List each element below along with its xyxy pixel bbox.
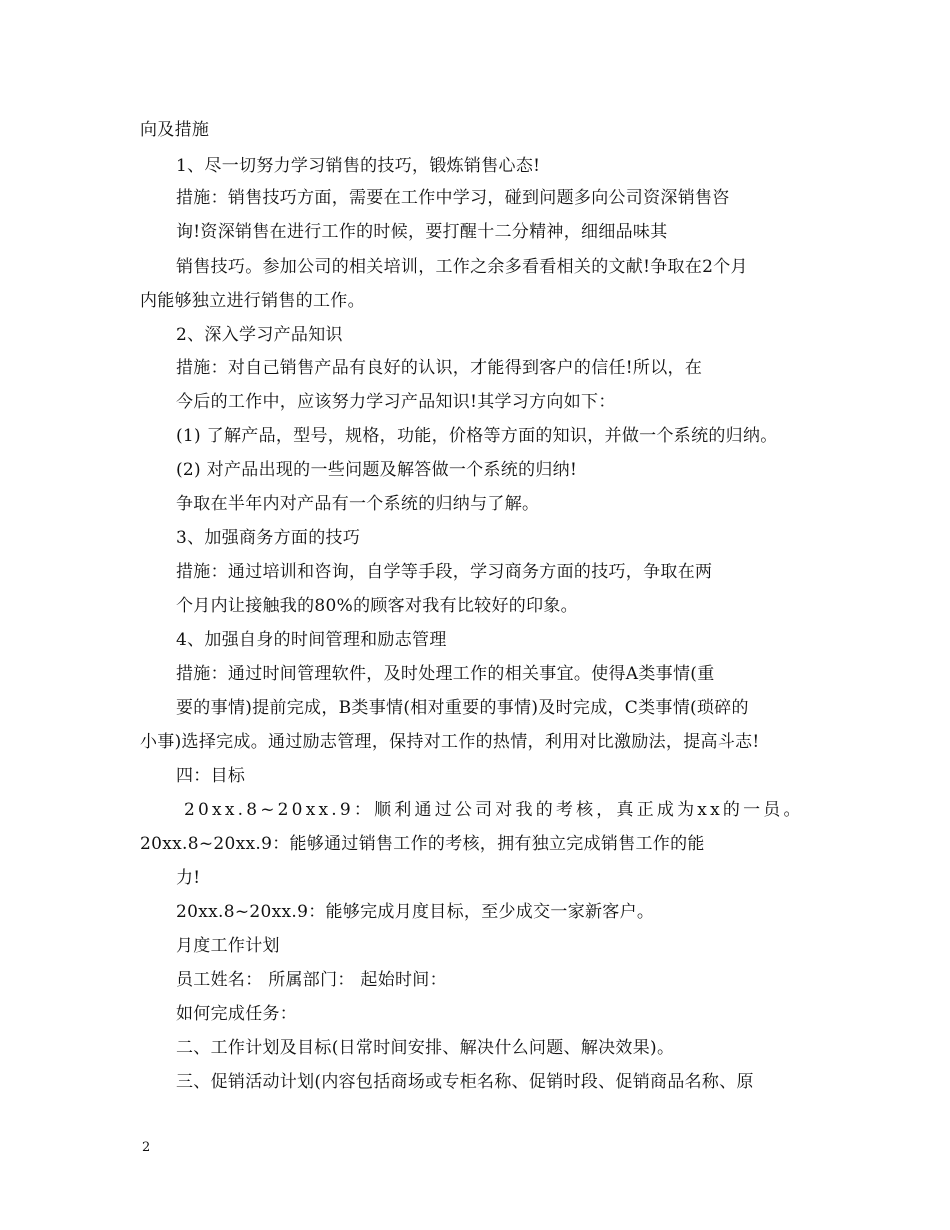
- text-line: (1) 了解产品，型号，规格，功能，价格等方面的知识，并做一个系统的归纳。: [176, 426, 778, 446]
- text-line: 争取在半年内对产品有一个系统的归纳与了解。: [176, 494, 540, 514]
- text-line: 力!: [176, 868, 201, 888]
- text-line: 20xx.8~20xx.9：能够通过销售工作的考核，拥有独立完成销售工作的能: [140, 834, 705, 854]
- page-number: 2: [142, 1140, 151, 1155]
- text-line: 如何完成任务：: [176, 1004, 298, 1024]
- text-line: 小事)选择完成。通过励志管理，保持对工作的热情，利用对比激励法，提高斗志!: [140, 732, 760, 752]
- text-line: 措施：通过培训和咨询，自学等手段，学习商务方面的技巧，争取在两: [176, 562, 713, 582]
- text-line: 三、促销活动计划(内容包括商场或专柜名称、促销时段、促销商品名称、原: [176, 1072, 754, 1092]
- text-line: (2) 对产品出现的一些问题及解答做一个系统的归纳!: [176, 460, 578, 480]
- text-line: 今后的工作中，应该努力学习产品知识!其学习方向如下：: [176, 392, 616, 412]
- text-line: 员工姓名： 所属部门： 起始时间：: [176, 970, 447, 990]
- text-line: 措施：通过时间管理软件，及时处理工作的相关事宜。使得A类事情(重: [176, 664, 715, 684]
- text-line: 1、尽一切努力学习销售的技巧，锻炼销售心态!: [176, 156, 541, 176]
- text-line: 3、加强商务方面的技巧: [176, 528, 361, 548]
- text-line: 4、加强自身的时间管理和励志管理: [176, 630, 447, 650]
- text-line: 20xx.8~20xx.9：顺利通过公司对我的考核，真正成为xx的一员。: [184, 800, 804, 820]
- text-line: 个月内让接触我的80%的顾客对我有比较好的印象。: [176, 596, 578, 616]
- text-line: 二、工作计划及目标(日常时间安排、解决什么问题、解决效果)。: [176, 1038, 675, 1058]
- text-line: 20xx.8~20xx.9：能够完成月度目标，至少成交一家新客户。: [176, 902, 655, 922]
- text-line: 月度工作计划: [176, 936, 280, 956]
- text-line: 措施：对自己销售产品有良好的认识，才能得到客户的信任!所以，在: [176, 358, 703, 378]
- text-line: 要的事情)提前完成，B类事情(相对重要的事情)及时完成，C类事情(琐碎的: [176, 698, 749, 718]
- text-line: 四：目标: [176, 766, 246, 786]
- text-line: 向及措施: [140, 120, 210, 140]
- text-line: 销售技巧。参加公司的相关培训，工作之余多看看相关的文献!争取在2个月: [176, 257, 748, 277]
- text-line: 内能够独立进行销售的工作。: [140, 291, 365, 311]
- text-line: 措施：销售技巧方面，需要在工作中学习，碰到问题多向公司资深销售咨: [176, 188, 730, 208]
- text-line: 询!资深销售在进行工作的时候，要打醒十二分精神，细细品味其: [176, 222, 668, 242]
- text-line: 2、深入学习产品知识: [176, 325, 343, 345]
